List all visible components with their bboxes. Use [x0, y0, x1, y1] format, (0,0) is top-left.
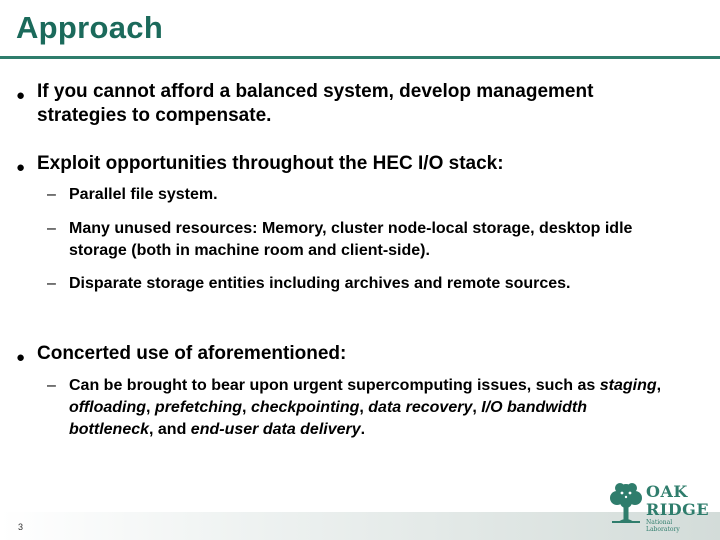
bullet-1: [16, 80, 666, 128]
term-checkpointing: checkpointing: [250, 399, 360, 416]
bullet-icon: ●: [16, 349, 26, 366]
term-data-recovery: data recovery: [368, 399, 473, 416]
sub-bullet-text: Parallel file system.: [69, 186, 218, 203]
sub-bullet-text: Can be brought to bear upon urgent supercomputing issues, such as staging, offloading, prefetching, checkpointing, data recovery, I/O bandwidth bottleneck, and end-user data delivery.: [69, 377, 662, 438]
lead-text: Can be brought to bear upon urgent supercomputing issues, such as: [69, 377, 600, 394]
page-number: 3: [18, 522, 24, 532]
logo-word-oak: OAK: [646, 482, 688, 501]
oak-ridge-logo: [608, 476, 710, 534]
bullet-3-text: Concerted use of aforementioned:: [37, 343, 347, 364]
bullet-2: [16, 152, 666, 176]
bullet-1-text: If you cannot afford a balanced system, develop management strategies to compensate.: [37, 81, 594, 126]
bullet-icon: ●: [16, 87, 26, 104]
term-offloading: offloading: [69, 399, 147, 416]
sub-bullet-text: Many unused resources: Memory, cluster node-local storage, desktop idle storage (both in machine room and client-side).: [69, 220, 633, 259]
sub-bullet-text: Disparate storage entities including archives and remote sources.: [69, 275, 571, 292]
logo-subtitle: National Laboratory: [646, 519, 680, 533]
term-delivery: end-user data delivery: [190, 421, 361, 438]
sub-bullet-2-3: [47, 273, 667, 295]
term-io-bottleneck: I/O bandwidth bottleneck: [69, 399, 587, 438]
title-divider: [0, 56, 720, 59]
dash-icon: –: [47, 377, 56, 394]
term-staging: staging: [599, 377, 657, 394]
oak-tree-icon: [608, 480, 644, 526]
sub-bullet-2-2: [47, 218, 667, 262]
bullet-3: [16, 342, 666, 366]
sub-bullet-2-1: [47, 184, 667, 206]
dash-icon: –: [47, 186, 56, 203]
slide-title: Approach: [16, 10, 164, 45]
sub-bullet-3-1: [47, 375, 667, 441]
bullet-icon: ●: [16, 159, 26, 176]
dash-icon: –: [47, 275, 56, 292]
logo-word-ridge: RIDGE: [646, 500, 710, 519]
bullet-2-text: Exploit opportunities throughout the HEC I/O stack:: [37, 153, 504, 174]
dash-icon: –: [47, 220, 56, 237]
term-prefetching: prefetching: [154, 399, 243, 416]
